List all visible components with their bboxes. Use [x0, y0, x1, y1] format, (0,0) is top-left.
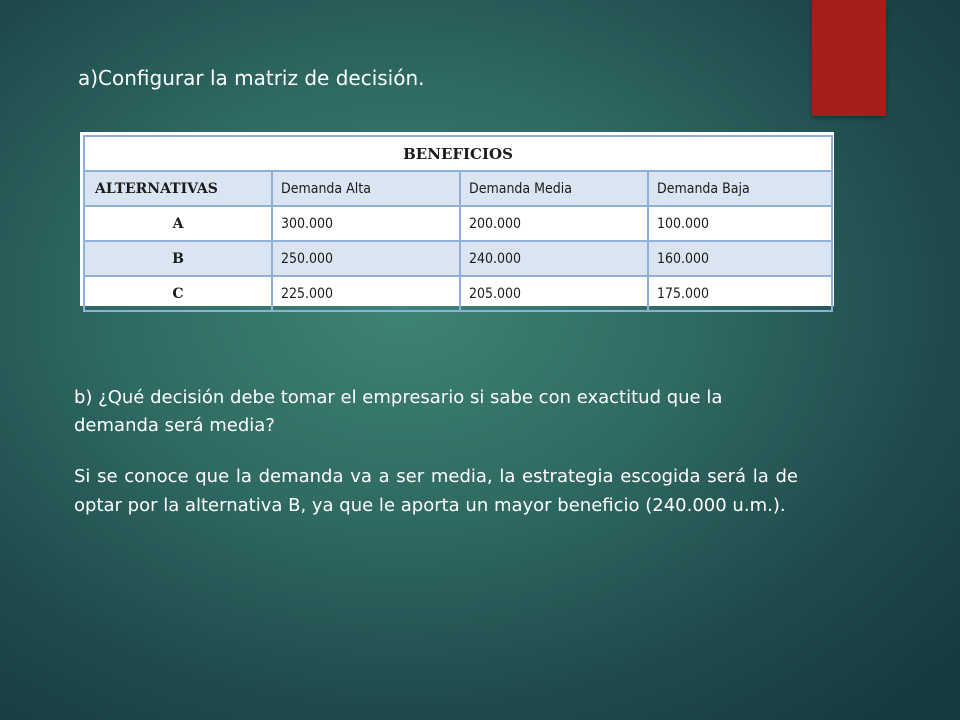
decision-matrix-table	[83, 135, 833, 312]
table-row	[84, 241, 832, 276]
cell-b-alta: 250.000	[272, 241, 460, 276]
header-demanda-alta: Demanda Alta	[272, 171, 460, 206]
heading-a: a)Configurar la matriz de decisión.	[78, 66, 425, 90]
row-label-a: A	[84, 206, 272, 241]
cell-a-baja: 100.000	[648, 206, 832, 241]
row-label-c: C	[84, 276, 272, 311]
header-demanda-baja: Demanda Baja	[648, 171, 832, 206]
table-title: BENEFICIOS	[84, 136, 832, 171]
red-accent-tab	[812, 0, 886, 116]
decision-matrix-image	[80, 132, 834, 306]
cell-c-alta: 225.000	[272, 276, 460, 311]
cell-b-baja: 160.000	[648, 241, 832, 276]
cell-b-media: 240.000	[460, 241, 648, 276]
cell-a-alta: 300.000	[272, 206, 460, 241]
answer-paragraph: Si se conoce que la demanda va a ser media, la estrategia escogida será la de optar por la alternativa B, ya que le aporta un mayor beneficio (240.000 u.m.).	[74, 466, 798, 516]
header-demanda-media: Demanda Media	[460, 171, 648, 206]
cell-c-baja: 175.000	[648, 276, 832, 311]
row-label-b: B	[84, 241, 272, 276]
table-row	[84, 206, 832, 241]
cell-c-media: 205.000	[460, 276, 648, 311]
table-row	[84, 276, 832, 311]
table-title-row	[84, 136, 832, 171]
header-alternativas: ALTERNATIVAS	[84, 171, 272, 206]
cell-a-media: 200.000	[460, 206, 648, 241]
question-b: b) ¿Qué decisión debe tomar el empresario si sabe con exactitud que la demanda será media?	[74, 387, 723, 436]
table-header-row	[84, 171, 832, 206]
